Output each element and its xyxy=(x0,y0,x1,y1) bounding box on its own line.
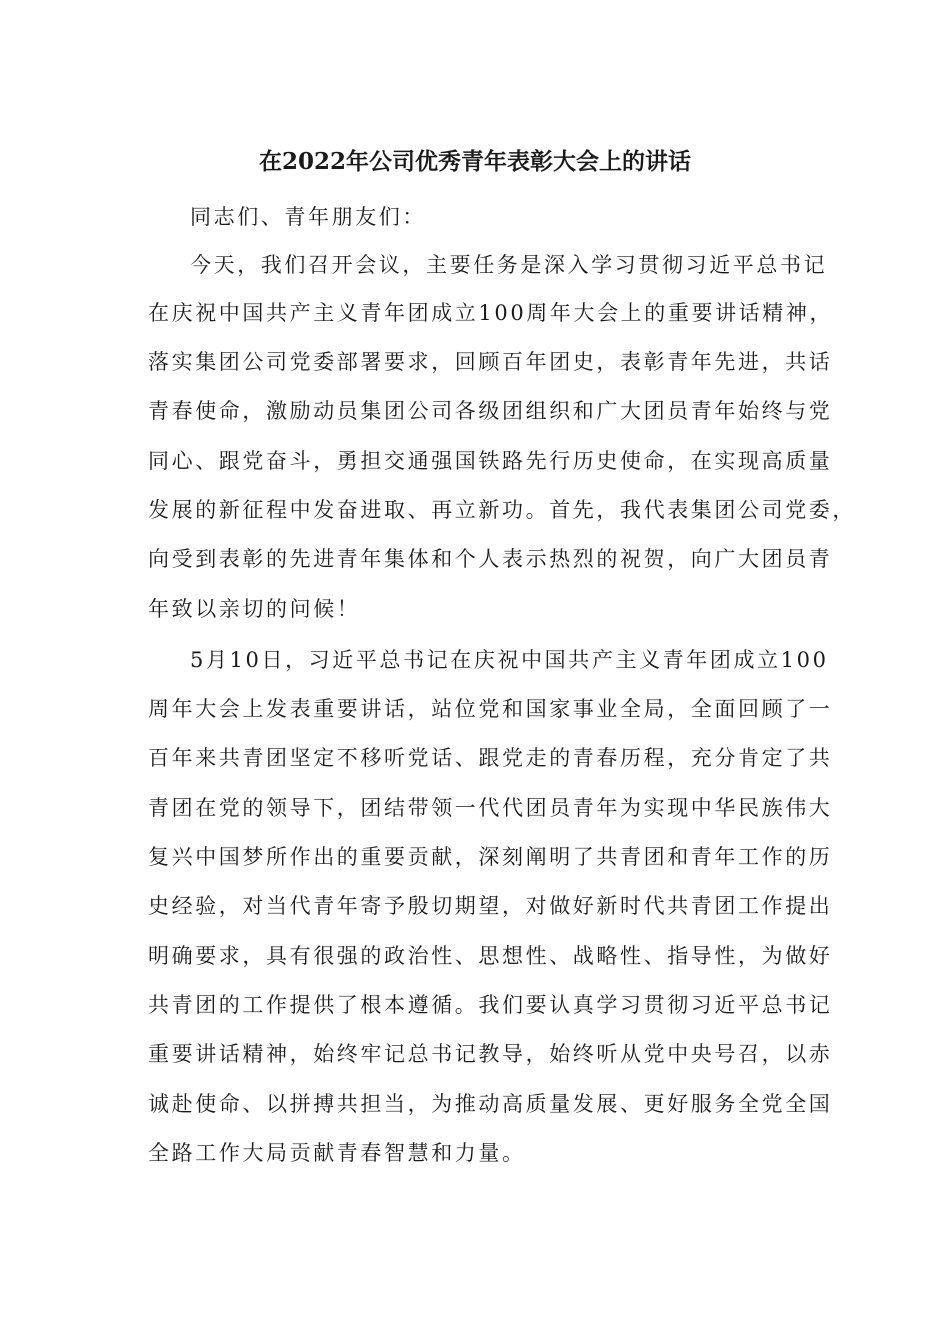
paragraph-line: 青春使命，激励动员集团公司各级团组织和广大团员青年始终与党 xyxy=(148,399,833,423)
paragraph-line: 年致以亲切的问候！ xyxy=(148,597,361,621)
paragraph-line: 同心、跟党奋斗，勇担交通强国铁路先行历史使命，在实现高质量 xyxy=(148,449,833,473)
paragraph-line: 共青团的工作提供了根本遵循。我们要认真学习贯彻习近平总书记 xyxy=(148,993,833,1017)
salutation: 同志们、青年朋友们： xyxy=(190,205,426,229)
paragraph-line: 周年大会上发表重要讲话，站位党和国家事业全局，全面回顾了一 xyxy=(148,697,833,721)
paragraph-line: 百年来共青团坚定不移听党话、跟党走的青春历程，充分肯定了共 xyxy=(148,746,833,770)
paragraph-line: 全路工作大局贡献青春智慧和力量。 xyxy=(148,1141,526,1165)
paragraph-line: 诚赴使命、以拼搏共担当，为推动高质量发展、更好服务全党全国 xyxy=(148,1092,833,1116)
paragraph-line: 复兴中国梦所作出的重要贡献，深刻阐明了共青团和青年工作的历 xyxy=(148,845,833,869)
paragraph-line: 明确要求，具有很强的政治性、思想性、战略性、指导性，为做好 xyxy=(148,944,833,968)
paragraph-line: 5月10日，习近平总书记在庆祝中国共产主义青年团成立100 xyxy=(190,648,829,672)
paragraph-line: 重要讲话精神，始终牢记总书记教导，始终听从党中央号召，以赤 xyxy=(148,1042,833,1066)
paragraph-line: 今天，我们召开会议，主要任务是深入学习贯彻习近平总书记 xyxy=(190,253,828,277)
paragraph-line: 在庆祝中国共产主义青年团成立100周年大会上的重要讲话精神， xyxy=(148,301,834,325)
paragraph-line: 向受到表彰的先进青年集体和个人表示热烈的祝贺，向广大团员青 xyxy=(148,547,833,571)
paragraph-line: 落实集团公司党委部署要求，回顾百年团史，表彰青年先进，共话 xyxy=(148,350,833,374)
paragraph-line: 发展的新征程中发奋进取、再立新功。首先，我代表集团公司党委， xyxy=(148,498,856,522)
paragraph-line: 青团在党的领导下，团结带领一代代团员青年为实现中华民族伟大 xyxy=(148,796,833,820)
paragraph-line: 史经验，对当代青年寄予殷切期望，对做好新时代共青团工作提出 xyxy=(148,894,833,918)
document-title: 在2022年公司优秀青年表彰大会上的讲话 xyxy=(258,148,691,175)
